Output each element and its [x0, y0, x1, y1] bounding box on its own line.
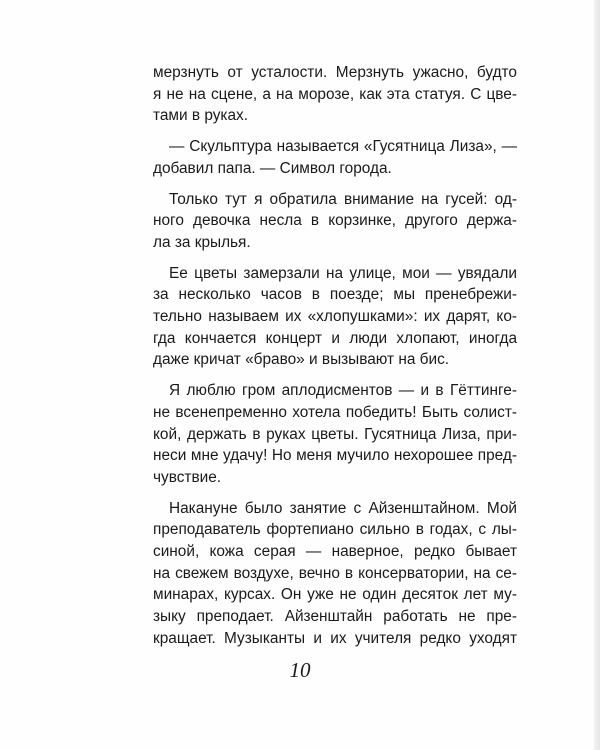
text-line: синой, кожа серая — наверное, редко бывает [153, 543, 517, 561]
text-line: — Скульптура называется «Гусятница Лиза», — [169, 138, 517, 156]
text-line: преподаватель фортепиано сильно в годах, с лы- [153, 521, 517, 539]
text-line: добавил папа. — Символ города. [153, 159, 392, 177]
text-line: на свежем воздухе, вечно в консерватории, на се- [153, 564, 517, 582]
text-line: ного девочка несла в корзинке, другого держа- [153, 212, 517, 230]
text-line: минарах, курсах. Он уже не один десяток лет му- [153, 586, 517, 604]
text-line: неси мне удачу! Но меня мучило нехорошее пред- [153, 447, 517, 465]
text-line: кращает. Музыканты и их учителя редко уходят [153, 629, 517, 647]
text-line: я не на сцене, а на морозе, как эта статуя. С цве- [153, 85, 517, 103]
text-line: мерзнуть от усталости. Мерзнуть ужасно, будто [153, 64, 517, 81]
text-line: кой, держать в руках цветы. Гусятница Лиза, при- [153, 425, 517, 443]
text-line: не всенепременно хотела победить! Быть солист- [153, 403, 517, 421]
text-line: даже кричат «браво» и вызывают на бис. [153, 351, 450, 369]
text-line: тельно называем их «хлопушками»: их дарят, ко- [153, 308, 517, 326]
text-line: за несколько часов в поезде; мы пренебрежи- [153, 286, 517, 304]
text-line: тами в руках. [153, 107, 249, 125]
text-line: Накануне было занятие с Айзенштайном. Мой [169, 499, 517, 517]
page-number: 10 [289, 658, 311, 682]
text-line: чувствие. [153, 468, 222, 486]
page-edge-shadow [594, 0, 600, 750]
text-line: зыку преподает. Айзенштайн работать не пре- [153, 608, 517, 626]
body-text [153, 62, 517, 650]
text-line: ла за крылья. [153, 233, 251, 251]
text-line: Только тут я обратила внимание на гусей: од- [169, 190, 517, 208]
text-line: гда кончается концерт и люди хлопают, иногда [153, 329, 517, 347]
text-line: Я люблю гром аплодисментов — и в Гёттинге- [169, 382, 517, 400]
text-line: Ее цветы замерзали на улице, мои — увядали [169, 264, 517, 282]
